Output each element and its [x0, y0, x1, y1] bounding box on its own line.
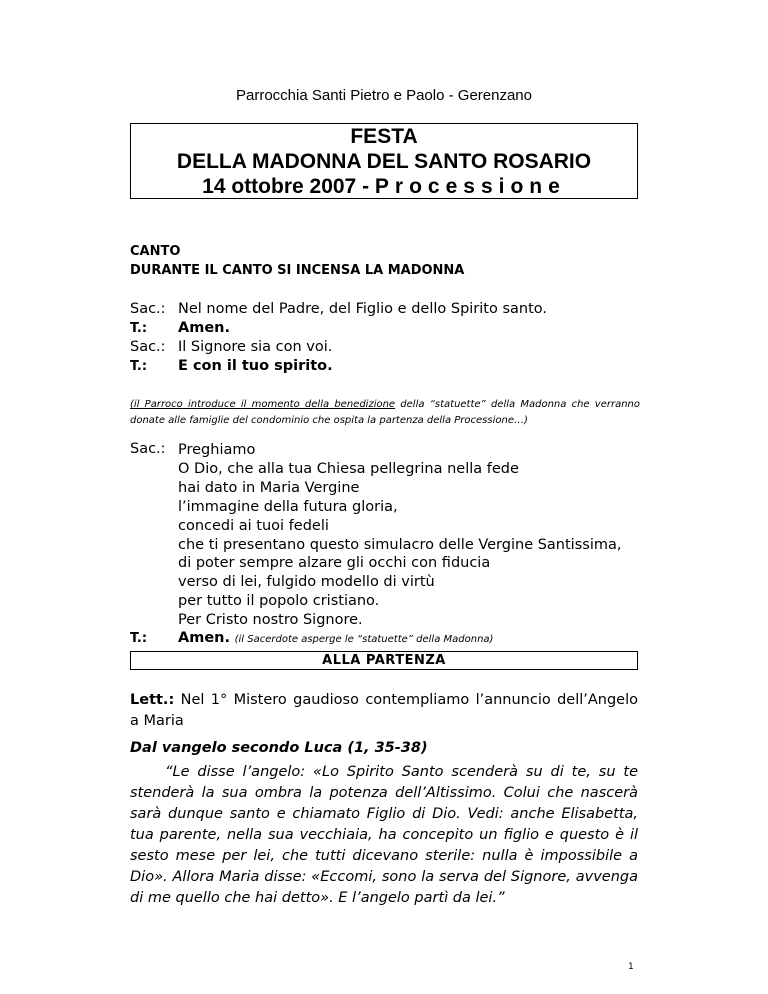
page-number: 1 [628, 962, 634, 972]
incense-heading: DURANTE IL CANTO SI INCENSA LA MADONNA [130, 263, 465, 278]
prayer-line: hai dato in Maria Vergine [178, 479, 360, 496]
speaker: T.: [130, 321, 148, 336]
title-date: 14 ottobre 2007 - [202, 175, 375, 198]
prayer-line: Per Cristo nostro Signore. [178, 612, 363, 629]
note-rest: della “statuette” della Madonna che verranno donate alle famiglie del condominio che ospita la partenza della Processione…) [130, 399, 640, 426]
prayer-line: Preghiamo [178, 442, 256, 458]
line-text: Nel nome del Padre, del Figlio e dello Spirito santo. [178, 301, 547, 317]
canto-heading: CANTO [130, 244, 181, 259]
prayer-line: O Dio, che alla tua Chiesa pellegrina nella fede [178, 460, 519, 477]
note-underlined: (il Parroco introduce il momento della benedizione [130, 399, 396, 410]
title-procession: Processione [374, 175, 566, 198]
speaker: T.: [130, 359, 148, 374]
prayer-text [178, 441, 621, 630]
rubric-note [130, 397, 640, 429]
speaker: T.: [130, 631, 148, 646]
prayer-line: l’immagine della futura gloria, [178, 498, 398, 515]
prayer-line: verso di lei, fulgido modello di virtù [178, 574, 435, 591]
title-box [130, 123, 638, 199]
dialogue-line [130, 358, 333, 374]
reading-intro [130, 690, 638, 732]
prayer-line: per tutto il popolo cristiano. [178, 593, 380, 610]
line-text: E con il tuo spirito. [178, 358, 333, 374]
speaker: Sac.: [130, 301, 166, 317]
prayer-line: concedi ai tuoi fedeli [178, 517, 329, 534]
prayer-line: di poter sempre alzare gli occhi con fiducia [178, 555, 491, 572]
reading-speaker: Lett.: [130, 692, 175, 708]
line-text: Il Signore sia con voi. [178, 339, 333, 355]
parish-name: Parrocchia Santi Pietro e Paolo - Gerenzano [236, 87, 532, 104]
dialogue-line [130, 320, 230, 336]
title-line-1: FESTA [350, 125, 418, 148]
title-line-3 [131, 174, 637, 199]
speaker: Sac.: [130, 339, 166, 355]
section-heading: ALLA PARTENZA [130, 651, 638, 670]
dialogue-line [130, 301, 547, 317]
dialogue-line [130, 339, 332, 355]
response-amen: Amen. [178, 630, 230, 646]
title-line-2: DELLA MADONNA DEL SANTO ROSARIO [176, 150, 592, 173]
response-note: (il Sacerdote asperge le “statuette” della Madonna) [234, 634, 494, 645]
reading-text: Nel 1° Mistero gaudioso contempliamo l’annuncio dell’Angelo a Maria [130, 692, 639, 729]
gospel-heading: Dal vangelo secondo Luca (1, 35-38) [130, 740, 428, 756]
prayer-line: che ti presentano questo simulacro delle Vergine Santissima, [178, 536, 622, 553]
prayer-response [130, 630, 493, 646]
prayer-speaker: Sac.: [130, 441, 166, 457]
line-text: Amen. [178, 320, 230, 336]
gospel-text: “Le disse l’angelo: «Lo Spirito Santo scenderà su di te, su te stenderà la sua ombra la potenza dell’Altissimo. Colui che nascerà sarà dunque santo e chiamato Figlio di Dio. Vedi: anche Elisabetta, tua parente, nella sua vecchiaia, ha concepito un figlio e questo è il sesto mese per lei, che tutti dicevano sterile: nulla è impossibile a Dio». Allora Maria disse: «Eccomi, sono la serva del Signore, avvenga di me quello che hai detto». E l’angelo partì da lei.” [130, 764, 638, 906]
